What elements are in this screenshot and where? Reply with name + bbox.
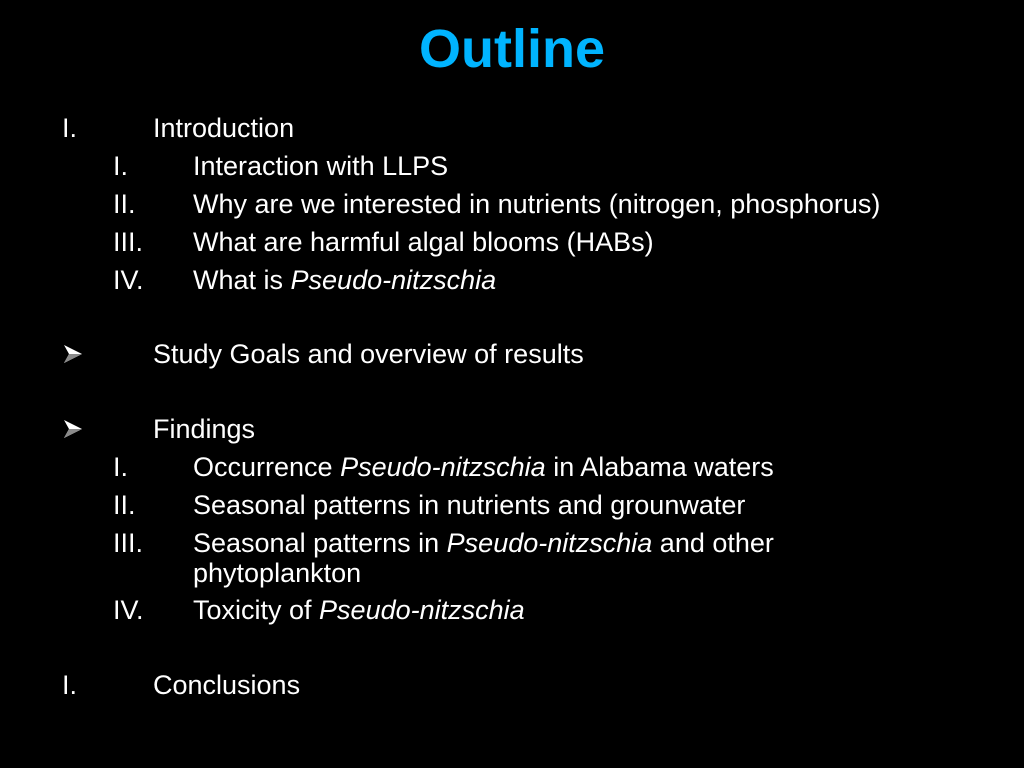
outline-item-text: Conclusions — [153, 670, 301, 700]
roman-numeral-marker: IV. — [113, 265, 144, 295]
outline-subitem-text: What are harmful algal blooms (HABs) — [193, 227, 654, 257]
outline-subitem-text: Interaction with LLPS — [193, 151, 449, 181]
outline-subitem-text — [193, 452, 774, 482]
outline-subitem-text — [193, 528, 774, 558]
text-segment: Seasonal patterns in — [193, 528, 447, 558]
roman-numeral-marker: III. — [113, 227, 144, 257]
text-segment: and other — [652, 528, 774, 558]
text-segment: in Alabama waters — [545, 452, 774, 482]
roman-numeral-marker: II. — [113, 490, 136, 520]
outline-subitem-text — [193, 265, 496, 295]
outline-item-text: Study Goals and overview of results — [153, 339, 584, 369]
text-segment: Toxicity of — [193, 595, 320, 625]
text-segment: Occurrence — [193, 452, 341, 482]
arrow-bullet-icon — [62, 343, 84, 365]
roman-numeral-marker: III. — [113, 528, 144, 558]
species-name-italic: Pseudo-nitzschia — [290, 265, 497, 295]
roman-numeral-marker: IV. — [113, 595, 144, 625]
species-name-italic: Pseudo-nitzschia — [446, 528, 653, 558]
outline-item-text: Findings — [153, 414, 256, 444]
outline-subitem-text: phytoplankton — [193, 558, 362, 588]
outline-subitem-text — [193, 595, 525, 625]
text-segment: What is — [193, 265, 291, 295]
roman-numeral-marker: I. — [113, 151, 129, 181]
outline-subitem-text: Why are we interested in nutrients (nitrogen, phosphorus) — [193, 189, 881, 219]
roman-numeral-marker: I. — [113, 452, 129, 482]
roman-numeral-marker: I. — [62, 670, 78, 700]
arrow-bullet-icon — [62, 418, 84, 440]
outline-subitem-text: Seasonal patterns in nutrients and grounwater — [193, 490, 746, 520]
outline-item-text: Introduction — [153, 113, 295, 143]
slide-title: Outline — [419, 19, 605, 79]
species-name-italic: Pseudo-nitzschia — [319, 595, 525, 625]
roman-numeral-marker: I. — [62, 113, 78, 143]
species-name-italic: Pseudo-nitzschia — [340, 452, 546, 482]
roman-numeral-marker: II. — [113, 189, 136, 219]
